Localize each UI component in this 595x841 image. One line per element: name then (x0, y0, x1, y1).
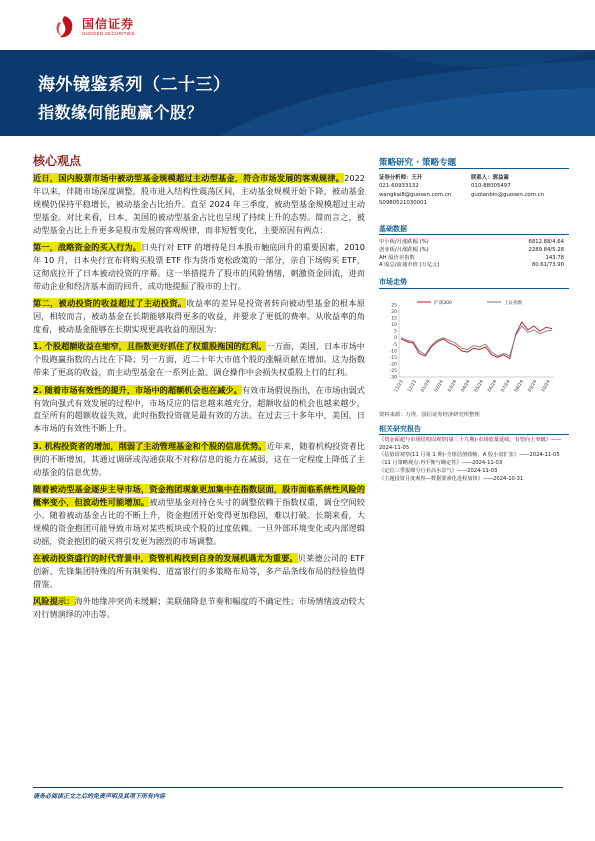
guosen-logo-icon (52, 14, 78, 40)
analyst-phone: 021-60933132 (379, 183, 419, 190)
divider (379, 288, 569, 289)
divider (379, 168, 569, 169)
chart-source: 资料来源：万得、国信证券经济研究所整理 (379, 412, 480, 418)
body-text: 被动型基金对持仓头寸的调整依赖于指数权重，调仓空间较小。随着被动基金占比的不断上升，资金抱团开始变得更加稳固，难以打破。长期来看，大规模的资金抱团可能导致市场对某些板块或个股的过度依赖。一旦外部环境变化或内部逻辑动摇，资金抱团的破灭将引发更为剧烈的市场调整。 (33, 496, 365, 546)
y-tick-label: 20 (391, 310, 397, 316)
brand-name-en: GUOSEN SECURITIES (82, 31, 135, 36)
legend-label: 沪深300 (434, 301, 452, 306)
report-category: 策略研究 · 策略专题 (379, 158, 457, 168)
highlight-text: 风险提示： (33, 596, 75, 607)
related-research-heading: 相关研究报告 (379, 425, 421, 433)
basic-data-label: 创业板/月涨跌幅 (%) (379, 246, 429, 253)
analyst-email[interactable]: wangkai8@guosen.com.cn (379, 191, 452, 198)
basic-data-label: 中小板/月涨跌幅 (%) (379, 239, 429, 245)
basic-data-table (379, 239, 564, 270)
y-tick-label: 15 (391, 316, 397, 322)
market-trend-heading: 市场走势 (379, 278, 407, 286)
body-text: 海外地缘冲突尚未缓解；美联储降息节奏和幅度的不确定性；市场情绪波动较大对行情演绎的冲击等。 (33, 596, 365, 620)
basic-data-row (379, 262, 564, 270)
core-view-body (33, 172, 365, 626)
analyst-cert: S0980521030001 (379, 199, 428, 206)
highlight-text: 第二，被动投资的收益超过了主动投资。 (33, 298, 187, 309)
x-tick-label: 02/24 (434, 379, 445, 394)
highlight-text: 随着被动型基金逐步主导市场，资金抱团现象更加集中在指数层面，股市面临系统性风险的概率变小，但波动性可能增加。 (33, 483, 365, 507)
body-text: 日央行对 ETF 的增持是日本股市触底回升的重要因素，2010 年 10 月，日本央行宣布将购买股票 ETF 作为货币宽松政策的一部分，亲自下场购买 ETF，这彻底拉开了日本被动投资的序幕。这一举措提升了股市的风险情绪，刺激资金回流，进而带动企业和经济基本面的回升，成功地提振了股市的上行。 (33, 242, 365, 291)
basic-data-row (379, 247, 564, 255)
related-report-item[interactable]: 《定位三季报细分行业高水景气》——2024-11-03 (379, 467, 498, 474)
market-trend-chart (379, 297, 569, 409)
divider (379, 234, 569, 235)
contact-name: 联系人：郭益嵩 (471, 175, 509, 181)
body-text: 收益率的差异是投资者转向被动型基金的根本原因，相较而言，被动基金在长期能够取得更多的收益，并要求了更低的费率。从收益率的角度看，被动基金能够在长期实现更高收益的原因为： (33, 298, 365, 334)
core-view-heading: 核心观点 (33, 154, 82, 168)
x-tick-label: 05/24 (474, 379, 485, 394)
x-tick-label: 12/23 (407, 379, 419, 394)
highlight-text: 在被动投资盛行的时代背景中，资管机构找到自身的发展机遇尤为重要。 (33, 552, 298, 563)
basic-data-heading: 基础数据 (379, 225, 407, 233)
paragraph-4 (33, 340, 365, 379)
footer-divider (33, 787, 563, 788)
body-text: 近年来，随着机构投资者比例的不断增加，其通过调研或沟通获取不对称信息的能力在减弱，这在一定程度上降低了主动基金的信息优势。 (33, 440, 365, 477)
x-tick-label: 10/24 (540, 379, 552, 394)
analyst-name: 证券分析师：王开 (379, 175, 423, 181)
paragraph-6 (33, 440, 365, 479)
paragraph-7 (33, 483, 365, 548)
series-line (401, 326, 552, 356)
basic-data-row (379, 239, 564, 247)
related-report-item[interactable]: 《估值周观察(11 月第 1 期)-全球估值收缩，A 股小盘扩张》——2024-11-05 (379, 452, 560, 459)
y-tick-label: 5 (394, 329, 397, 335)
basic-data-value: 143.78 (545, 254, 564, 261)
highlight-text: 近日，国内股票市场中被动型基金规模超过主动型基金，符合市场发展的客观规律。 (33, 173, 345, 183)
report-subtitle: 指数缘何能跑赢个股？ (38, 103, 204, 122)
paragraph-2 (33, 241, 365, 293)
highlight-text: 2. 随着市场有效性的提升，市场中的超额机会也在减少。 (33, 384, 242, 395)
basic-data-label: A 股总/流通市值 (万亿元) (379, 262, 440, 269)
paragraph-5 (33, 384, 365, 436)
body-text: 贝莱德公司的 ETF 创新、先锋集团特殊的所有制架构、道富银行的多策略布局等，多产品条线布局的经验值得借鉴。 (33, 552, 365, 589)
related-report-item[interactable]: 《主题投资月度观察—数据要素化进程加快》——2024-10-31 (379, 475, 524, 482)
y-tick-label: -15 (389, 355, 397, 361)
paragraph-3 (33, 297, 365, 336)
body-text: 2022 年以来，伴随市场深度调整，股市进入结构性震荡区间，主动基金规模开始下降，被动基金规模仍保持平稳增长，被动基金占比抬升。直至 2024 年三季度，被动型基金规模超过主动型基金。对比来看，日本、美国的被动型基金占比也呈现了持续上升的态势。简而言之，被动型基金占比上升更多是股市发展的客观规律，而非短暂变化，主要原因有两点： (33, 173, 365, 235)
brand-name: 国信证券 (82, 17, 135, 31)
y-tick-label: -30 (389, 375, 397, 381)
basic-data-label: AH 股价差指数 (379, 254, 415, 261)
x-tick-label: 08/24 (514, 379, 526, 394)
basic-data-value: 2289.84/5.28 (528, 246, 564, 253)
guosen-logo (52, 14, 152, 42)
paragraph-risk (33, 595, 365, 621)
highlight-text: 第一，战略资金的买入行为。 (33, 242, 142, 253)
x-tick-label: 09/24 (527, 379, 539, 394)
related-report-item[interactable]: 《资金面超与市场结构周观察(第三十九期)-市场放量延续，有望向上突破》——2024-11-05 (379, 437, 562, 451)
highlight-text: 3. 机构投资者的增加，削弱了主动管理基金和个股的信息优势。 (33, 440, 267, 451)
divider (379, 434, 569, 435)
related-report-item[interactable]: 《11 月策略观点:再平衡与确定性》——2024-11-03 (379, 460, 503, 467)
highlight-text: 1. 个股超额收益在缩窄，且指数更好抓住了权重股拖国的红利。 (33, 341, 267, 352)
related-research-list (379, 437, 569, 483)
y-tick-label: 25 (391, 303, 397, 309)
x-tick-label: 04/24 (460, 379, 472, 394)
footer-disclaimer: 请务必阅读正文之后的免责声明及其项下所有内容 (33, 793, 166, 800)
x-tick-label: 06/24 (487, 379, 499, 394)
analyst-info (379, 174, 569, 207)
contact-phone: 010-88005497 (471, 183, 511, 190)
x-tick-label: 11/23 (393, 379, 405, 394)
body-text: 有效市场假说指出，在市场由弱式有效向强式有效发展的过程中，市场反应的信息越来越充分，超额收益的机会也越来越少，直至所有的超额收益失效，此时指数投资就是最有效的方法。在过去三十多年中，美国、日本市场的有效性不断上升。 (33, 384, 365, 434)
basic-data-value: 6812.88/4.64 (528, 239, 564, 245)
y-tick-label: -5 (392, 342, 397, 348)
x-tick-label: 01/24 (420, 379, 432, 394)
contact-email[interactable]: guolanbin@guosen.com.cn (471, 191, 545, 198)
y-tick-label: -25 (389, 368, 397, 374)
body-text: 一方面，美国、日本市场中个股跑赢指数的占比在下降；另一方面，近二十年大市值个股的涨幅贡献在增加。这为指数带来了更高的收益，而主动型基金在一系列止盈、调仓操作中会损失权重股上行的红利。 (33, 341, 365, 378)
y-tick-label: -20 (389, 362, 397, 368)
y-tick-label: 0 (394, 336, 397, 342)
x-tick-label: 07/24 (500, 379, 512, 394)
paragraph-1 (33, 172, 365, 237)
contact-info (471, 174, 571, 199)
paragraph-8 (33, 552, 365, 591)
y-tick-label: 10 (391, 323, 397, 329)
x-tick-label: 03/24 (447, 379, 459, 394)
y-tick-label: -10 (389, 349, 397, 355)
report-title: 海外镜鉴系列（二十三） (38, 75, 231, 95)
basic-data-value: 80.61/73.90 (531, 262, 564, 269)
legend-label: 上证指数 (504, 301, 523, 306)
